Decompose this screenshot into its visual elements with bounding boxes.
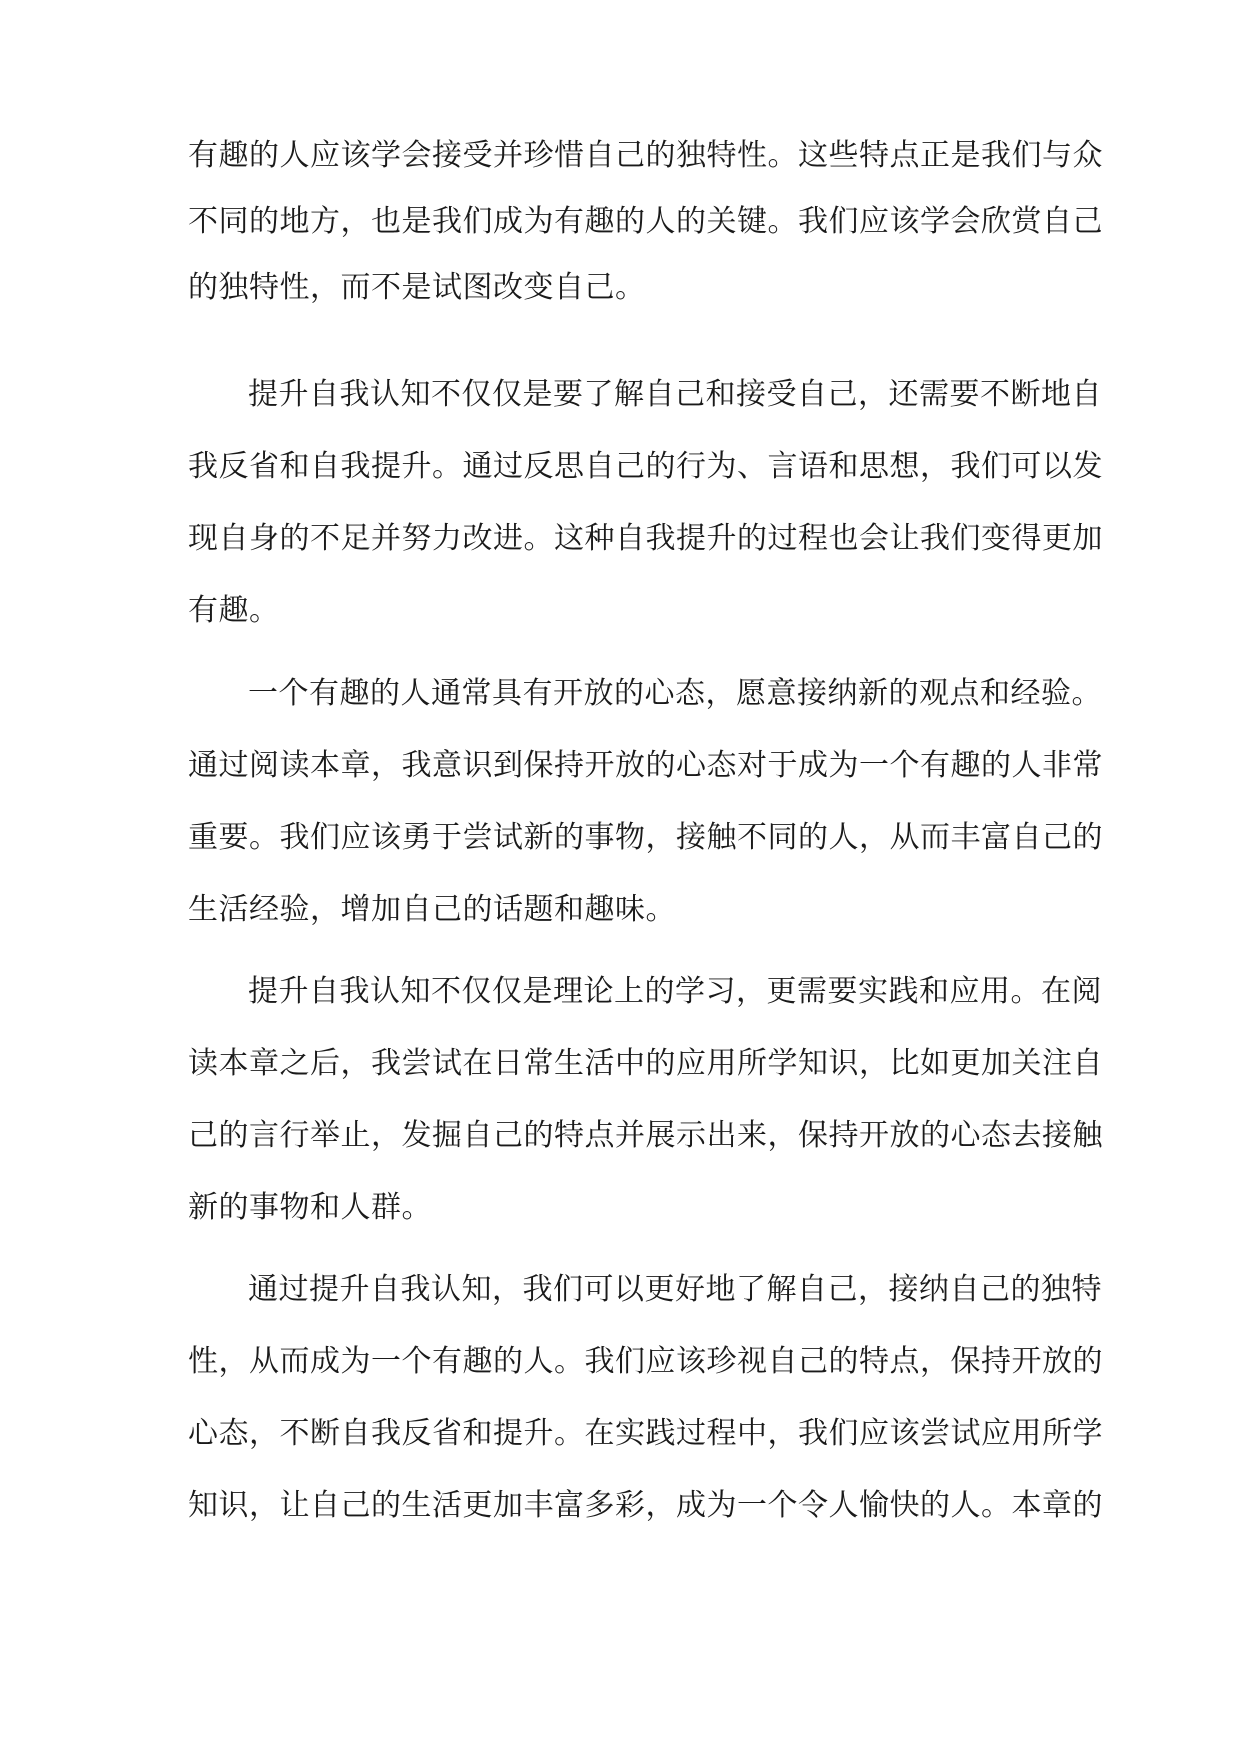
text-line: 心态，不断自我反省和提升。在实践过程中，我们应该尝试应用所学: [188, 1416, 1103, 1451]
text-line: 提升自我认知不仅仅是理论上的学习，更需要实践和应用。在阅: [248, 974, 1102, 1009]
text-line: 新的事物和人群。: [188, 1190, 432, 1225]
text-line: 读本章之后，我尝试在日常生活中的应用所学知识，比如更加关注自: [188, 1046, 1103, 1081]
text-line: 己的言行举止，发掘自己的特点并展示出来，保持开放的心态去接触: [188, 1118, 1103, 1153]
text-line: 提升自我认知不仅仅是要了解自己和接受自己，还需要不断地自: [248, 377, 1102, 412]
text-line: 重要。我们应该勇于尝试新的事物，接触不同的人，从而丰富自己的: [188, 820, 1103, 855]
text-line: 性，从而成为一个有趣的人。我们应该珍视自己的特点，保持开放的: [188, 1344, 1103, 1379]
text-line: 通过阅读本章，我意识到保持开放的心态对于成为一个有趣的人非常: [188, 748, 1103, 783]
text-line: 生活经验，增加自己的话题和趣味。: [188, 892, 676, 927]
text-line: 的独特性，而不是试图改变自己。: [188, 270, 646, 305]
text-line: 现自身的不足并努力改进。这种自我提升的过程也会让我们变得更加: [188, 521, 1103, 556]
text-line: 不同的地方，也是我们成为有趣的人的关键。我们应该学会欣赏自己: [188, 204, 1103, 239]
text-line: 有趣的人应该学会接受并珍惜自己的独特性。这些特点正是我们与众: [188, 138, 1103, 173]
text-line: 一个有趣的人通常具有开放的心态，愿意接纳新的观点和经验。: [248, 676, 1102, 711]
text-line: 通过提升自我认知，我们可以更好地了解自己，接纳自己的独特: [248, 1272, 1102, 1307]
text-line: 知识，让自己的生活更加丰富多彩，成为一个令人愉快的人。本章的: [188, 1488, 1103, 1523]
text-line: 我反省和自我提升。通过反思自己的行为、言语和思想，我们可以发: [188, 449, 1103, 484]
text-line: 有趣。: [188, 593, 280, 628]
